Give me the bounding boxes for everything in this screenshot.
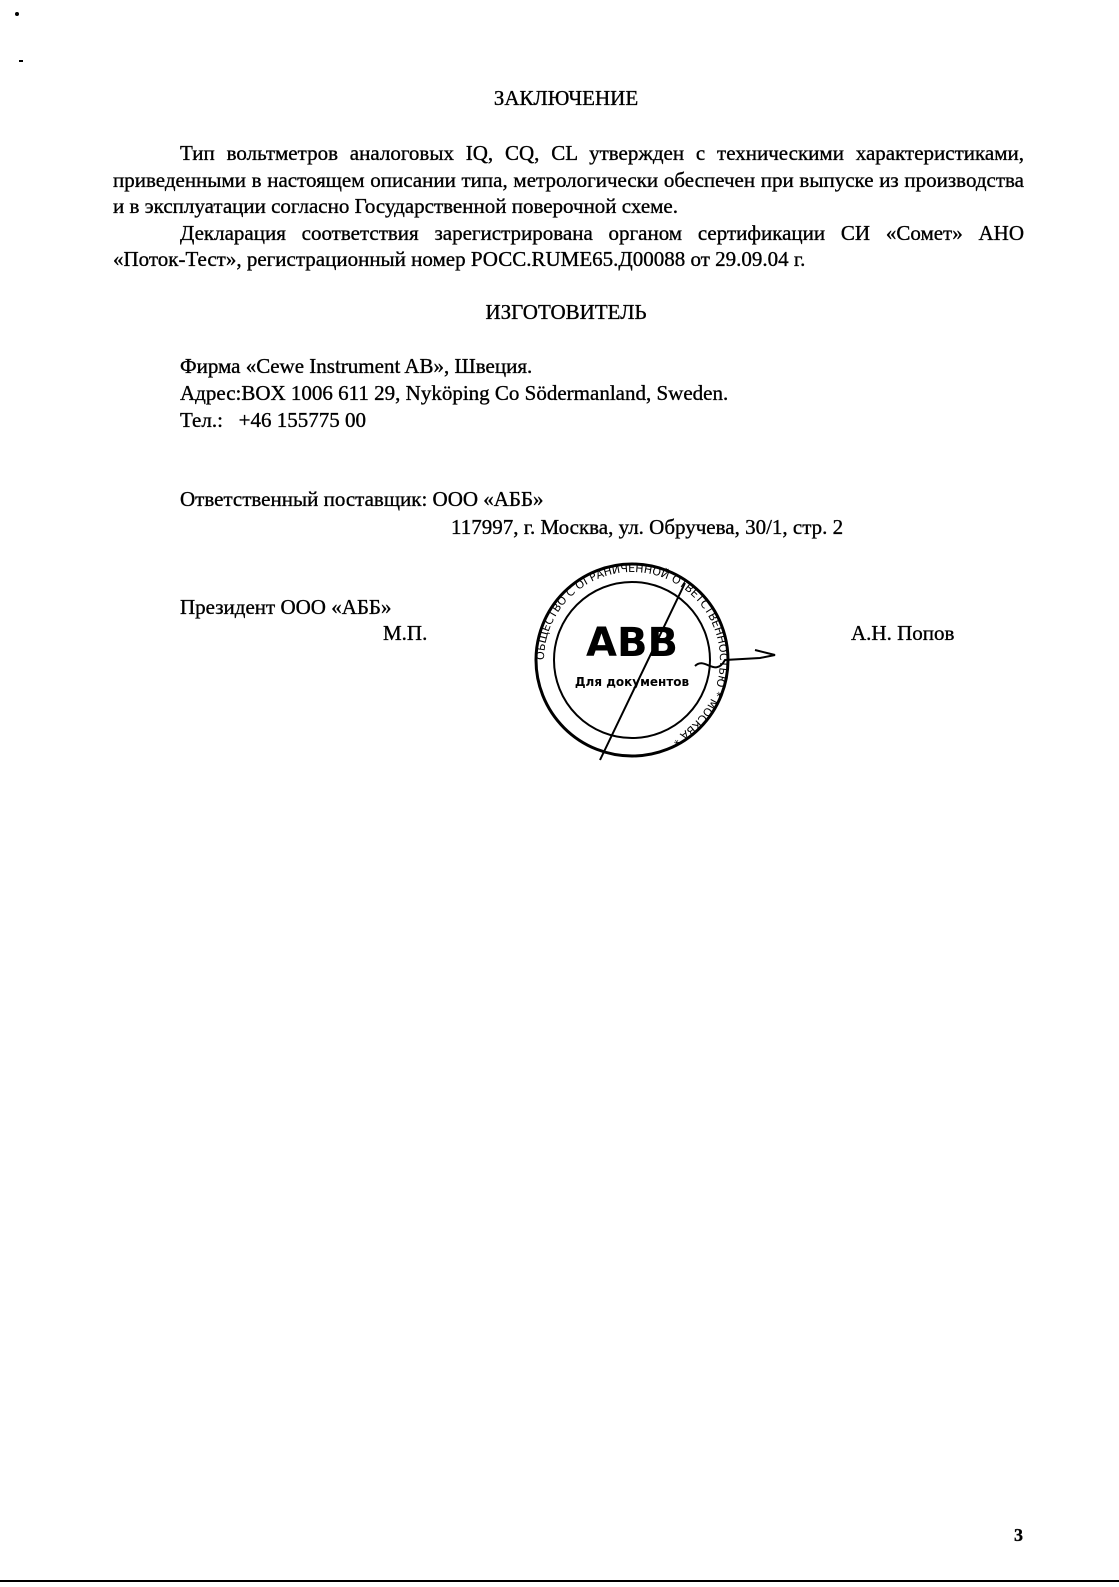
signatory-name: А.Н. Попов	[851, 621, 955, 645]
scan-edge-line	[0, 1580, 1119, 1582]
company-seal-stamp	[520, 548, 790, 763]
abb-logo: ABB	[586, 620, 678, 666]
conclusion-paragraph: Тип вольтметров аналоговых IQ, CQ, CL утвержден с техническими характеристиками, приведенными в настоящем описании типа, метрологически обеспечен при выпуске из производства и в эксплуатации согласно Государственной поверочной схеме.	[113, 141, 1024, 218]
conclusion-heading: ЗАКЛЮЧЕНИЕ	[493, 86, 639, 110]
manufacturer-firm: Фирма «Cewe Instrument AB», Швеция.	[180, 354, 533, 378]
scan-speck	[15, 12, 19, 16]
signatory-position: Президент ООО «АББ»	[180, 595, 392, 619]
supplier-label: Ответственный поставщик: ООО «АББ»	[180, 487, 544, 511]
seal-ring-text: ОБЩЕСТВО С ОГРАНИЧЕННОЙ ОТВЕТСТВЕННОСТЬЮ * МОСКВА *	[533, 561, 731, 748]
seal-center-text: Для документов	[574, 675, 690, 689]
conclusion-body	[113, 140, 1024, 273]
page-number: 3	[1014, 1525, 1023, 1545]
manufacturer-address: Адрес:BOX 1006 611 29, Nyköping Co Södermanland, Sweden.	[180, 381, 729, 405]
seal-label: М.П.	[383, 621, 428, 645]
manufacturer-heading: ИЗГОТОВИТЕЛЬ	[485, 300, 647, 324]
supplier-address: 117997, г. Москва, ул. Обручева, 30/1, стр. 2	[451, 515, 844, 539]
declaration-paragraph: Декларация соответствия зарегистрирована органом сертификации СИ «Сомет» АНО «Поток-Тест», регистрационный номер РОСС.RUME65.Д00088 от 29.09.04 г.	[113, 220, 1024, 271]
manufacturer-phone: Тел.: +46 155775 00	[180, 408, 367, 432]
scan-speck	[19, 60, 23, 62]
